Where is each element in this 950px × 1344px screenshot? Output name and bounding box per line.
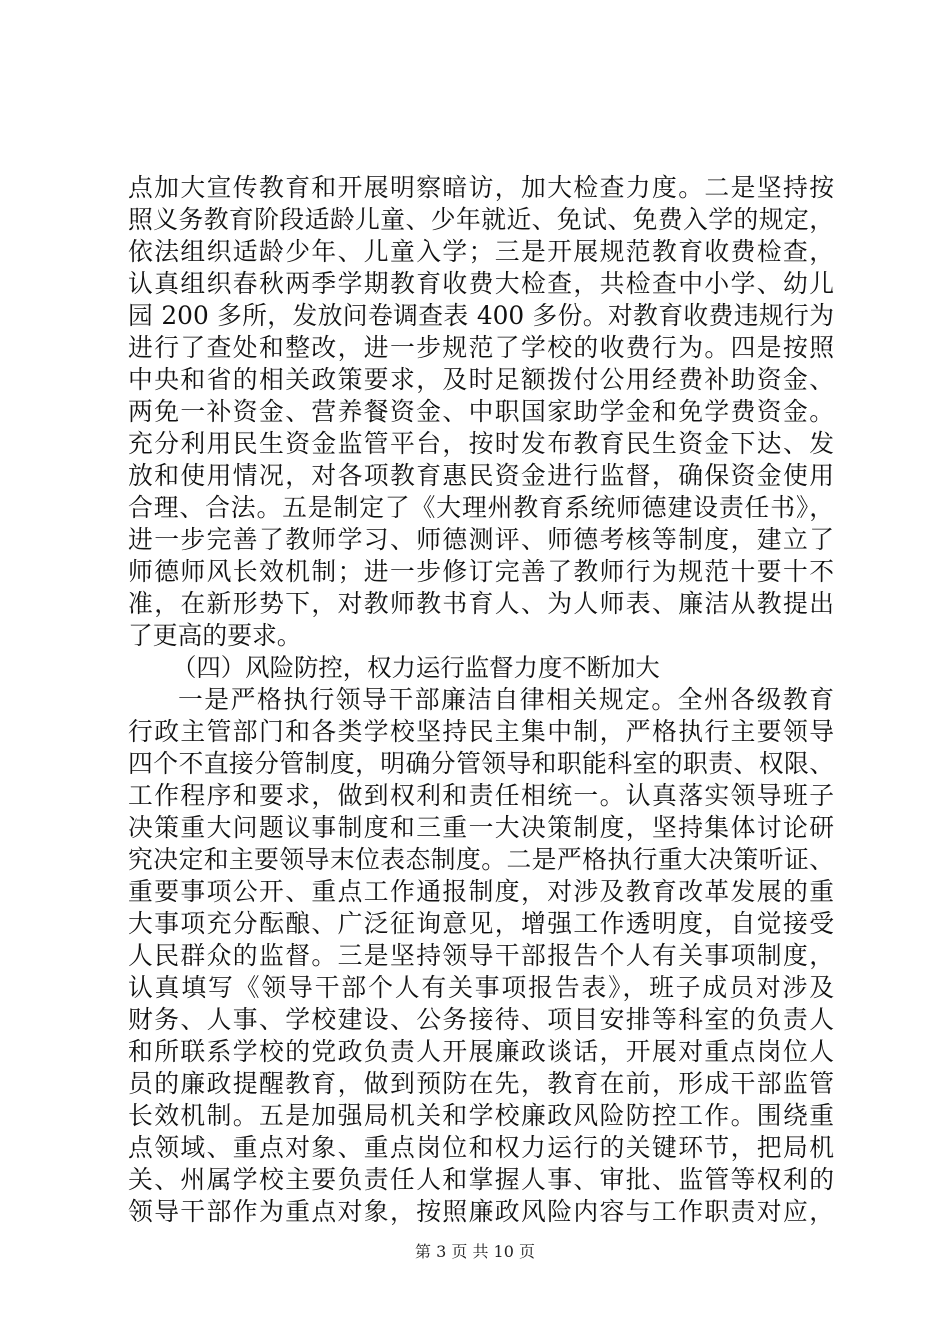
text-line: 和所联系学校的党政负责人开展廉政谈话，开展对重点岗位人 xyxy=(128,1037,834,1066)
section-heading: （四）风险防控，权力运行监督力度不断加大 xyxy=(172,653,660,682)
text-line: 认真填写《领导干部个人有关事项报告表》，班子成员对涉及 xyxy=(128,973,834,1002)
text-line: 领导干部作为重点对象，按照廉政风险内容与工作职责对应， xyxy=(128,1197,834,1226)
text-line: 中央和省的相关政策要求，及时足额拨付公用经费补助资金、 xyxy=(128,365,834,394)
text-line: 进行了查处和整改，进一步规范了学校的收费行为。四是按照 xyxy=(128,333,834,362)
text-line: 决策重大问题议事制度和三重一大决策制度，坚持集体讨论研 xyxy=(128,813,834,842)
paragraph-2 xyxy=(128,684,834,1228)
text-line: 充分利用民生资金监管平台，按时发布教育民生资金下达、发 xyxy=(128,429,834,458)
text-line: 长效机制。五是加强局机关和学校廉政风险防控工作。围绕重 xyxy=(128,1101,834,1130)
text-line: 究决定和主要领导末位表态制度。二是严格执行重大决策听证、 xyxy=(128,845,834,874)
text-line: 员的廉政提醒教育，做到预防在先，教育在前，形成干部监管 xyxy=(128,1069,834,1098)
text-line: 点领域、重点对象、重点岗位和权力运行的关键环节，把局机 xyxy=(128,1133,834,1162)
text-line: 关、州属学校主要负责任人和掌握人事、审批、监管等权利的 xyxy=(128,1165,834,1194)
text-line: 了更高的要求。 xyxy=(128,621,302,650)
text-line: 进一步完善了教师学习、师德测评、师德考核等制度，建立了 xyxy=(128,525,834,554)
page-footer: 第 3 页 共 10 页 xyxy=(415,1242,535,1261)
text-line: 照义务教育阶段适龄儿童、少年就近、免试、免费入学的规定， xyxy=(128,205,834,234)
text-line: 师德师风长效机制；进一步修订完善了教师行为规范十要十不 xyxy=(128,557,834,586)
text-line: 财务、人事、学校建设、公务接待、项目安排等科室的负责人 xyxy=(128,1005,834,1034)
text-line: 人民群众的监督。三是坚持领导干部报告个人有关事项制度， xyxy=(128,941,834,970)
text-line: 四个不直接分管制度，明确分管领导和职能科室的职责、权限、 xyxy=(128,749,834,778)
text-line: 大事项充分酝酿、广泛征询意见，增强工作透明度，自觉接受 xyxy=(128,909,834,938)
text-line: 园 200 多所，发放问卷调查表 400 多份。对教育收费违规行为 xyxy=(128,301,834,330)
text-line: 点加大宣传教育和开展明察暗访，加大检查力度。二是坚持按 xyxy=(128,173,834,202)
text-line: 合理、合法。五是制定了《大理州教育系统师德建设责任书》， xyxy=(128,493,834,522)
text-line: 一是严格执行领导干部廉洁自律相关规定。全州各级教育 xyxy=(178,685,834,714)
document-body xyxy=(128,172,834,1228)
text-line: 认真组织春秋两季学期教育收费大检查，共检查中小学、幼儿 xyxy=(128,269,834,298)
text-line: 重要事项公开、重点工作通报制度，对涉及教育改革发展的重 xyxy=(128,877,834,906)
text-line: 行政主管部门和各类学校坚持民主集中制，严格执行主要领导 xyxy=(128,717,834,746)
text-line: 工作程序和要求，做到权利和责任相统一。认真落实领导班子 xyxy=(128,781,834,810)
text-line: 两免一补资金、营养餐资金、中职国家助学金和免学费资金。 xyxy=(128,397,834,426)
text-line: 准，在新形势下，对教师教书育人、为人师表、廉洁从教提出 xyxy=(128,589,834,618)
text-line: 依法组织适龄少年、儿童入学；三是开展规范教育收费检查， xyxy=(128,237,834,266)
paragraph-1 xyxy=(128,172,834,652)
text-line: 放和使用情况，对各项教育惠民资金进行监督，确保资金使用 xyxy=(128,461,834,490)
